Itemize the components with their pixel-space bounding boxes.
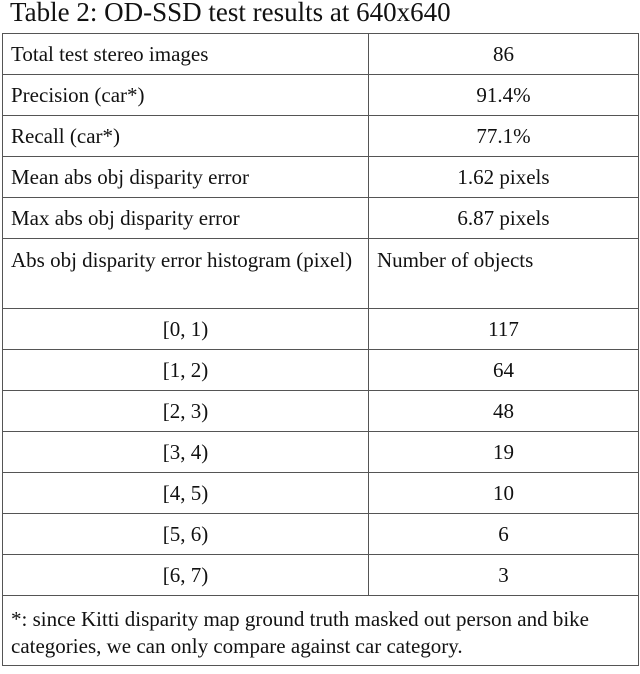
footnote: *: since Kitti disparity map ground truth masked out person and bike categories, we can only compare against car category. xyxy=(3,596,639,666)
row-value: 91.4% xyxy=(369,75,639,116)
bin-range: [3, 4) xyxy=(3,432,369,473)
bin-range: [0, 1) xyxy=(3,309,369,350)
histogram-row xyxy=(3,309,639,350)
histogram-row xyxy=(3,391,639,432)
row-label: Recall (car*) xyxy=(3,116,369,157)
bin-count: 48 xyxy=(369,391,639,432)
histogram-header-row xyxy=(3,239,639,309)
footnote-row xyxy=(3,596,639,666)
table-row xyxy=(3,157,639,198)
results-table xyxy=(2,33,639,666)
row-label: Max abs obj disparity error xyxy=(3,198,369,239)
histogram-row xyxy=(3,432,639,473)
bin-range: [5, 6) xyxy=(3,514,369,555)
row-value: 77.1% xyxy=(369,116,639,157)
row-value: 1.62 pixels xyxy=(369,157,639,198)
histogram-header-count: Number of objects xyxy=(369,239,639,309)
bin-range: [1, 2) xyxy=(3,350,369,391)
histogram-row xyxy=(3,350,639,391)
table-row xyxy=(3,198,639,239)
row-label: Mean abs obj disparity error xyxy=(3,157,369,198)
histogram-row xyxy=(3,514,639,555)
histogram-row xyxy=(3,473,639,514)
bin-range: [4, 5) xyxy=(3,473,369,514)
bin-count: 117 xyxy=(369,309,639,350)
bin-count: 64 xyxy=(369,350,639,391)
histogram-row xyxy=(3,555,639,596)
histogram-header-label: Abs obj disparity error histogram (pixel) xyxy=(3,239,369,309)
row-value: 86 xyxy=(369,34,639,75)
row-label: Precision (car*) xyxy=(3,75,369,116)
bin-count: 19 xyxy=(369,432,639,473)
table-row xyxy=(3,34,639,75)
row-value: 6.87 pixels xyxy=(369,198,639,239)
bin-count: 3 xyxy=(369,555,639,596)
table-caption: Table 2: OD-SSD test results at 640x640 xyxy=(10,0,451,27)
bin-range: [6, 7) xyxy=(3,555,369,596)
row-label: Total test stereo images xyxy=(3,34,369,75)
bin-range: [2, 3) xyxy=(3,391,369,432)
table-row xyxy=(3,75,639,116)
bin-count: 6 xyxy=(369,514,639,555)
table-row xyxy=(3,116,639,157)
bin-count: 10 xyxy=(369,473,639,514)
